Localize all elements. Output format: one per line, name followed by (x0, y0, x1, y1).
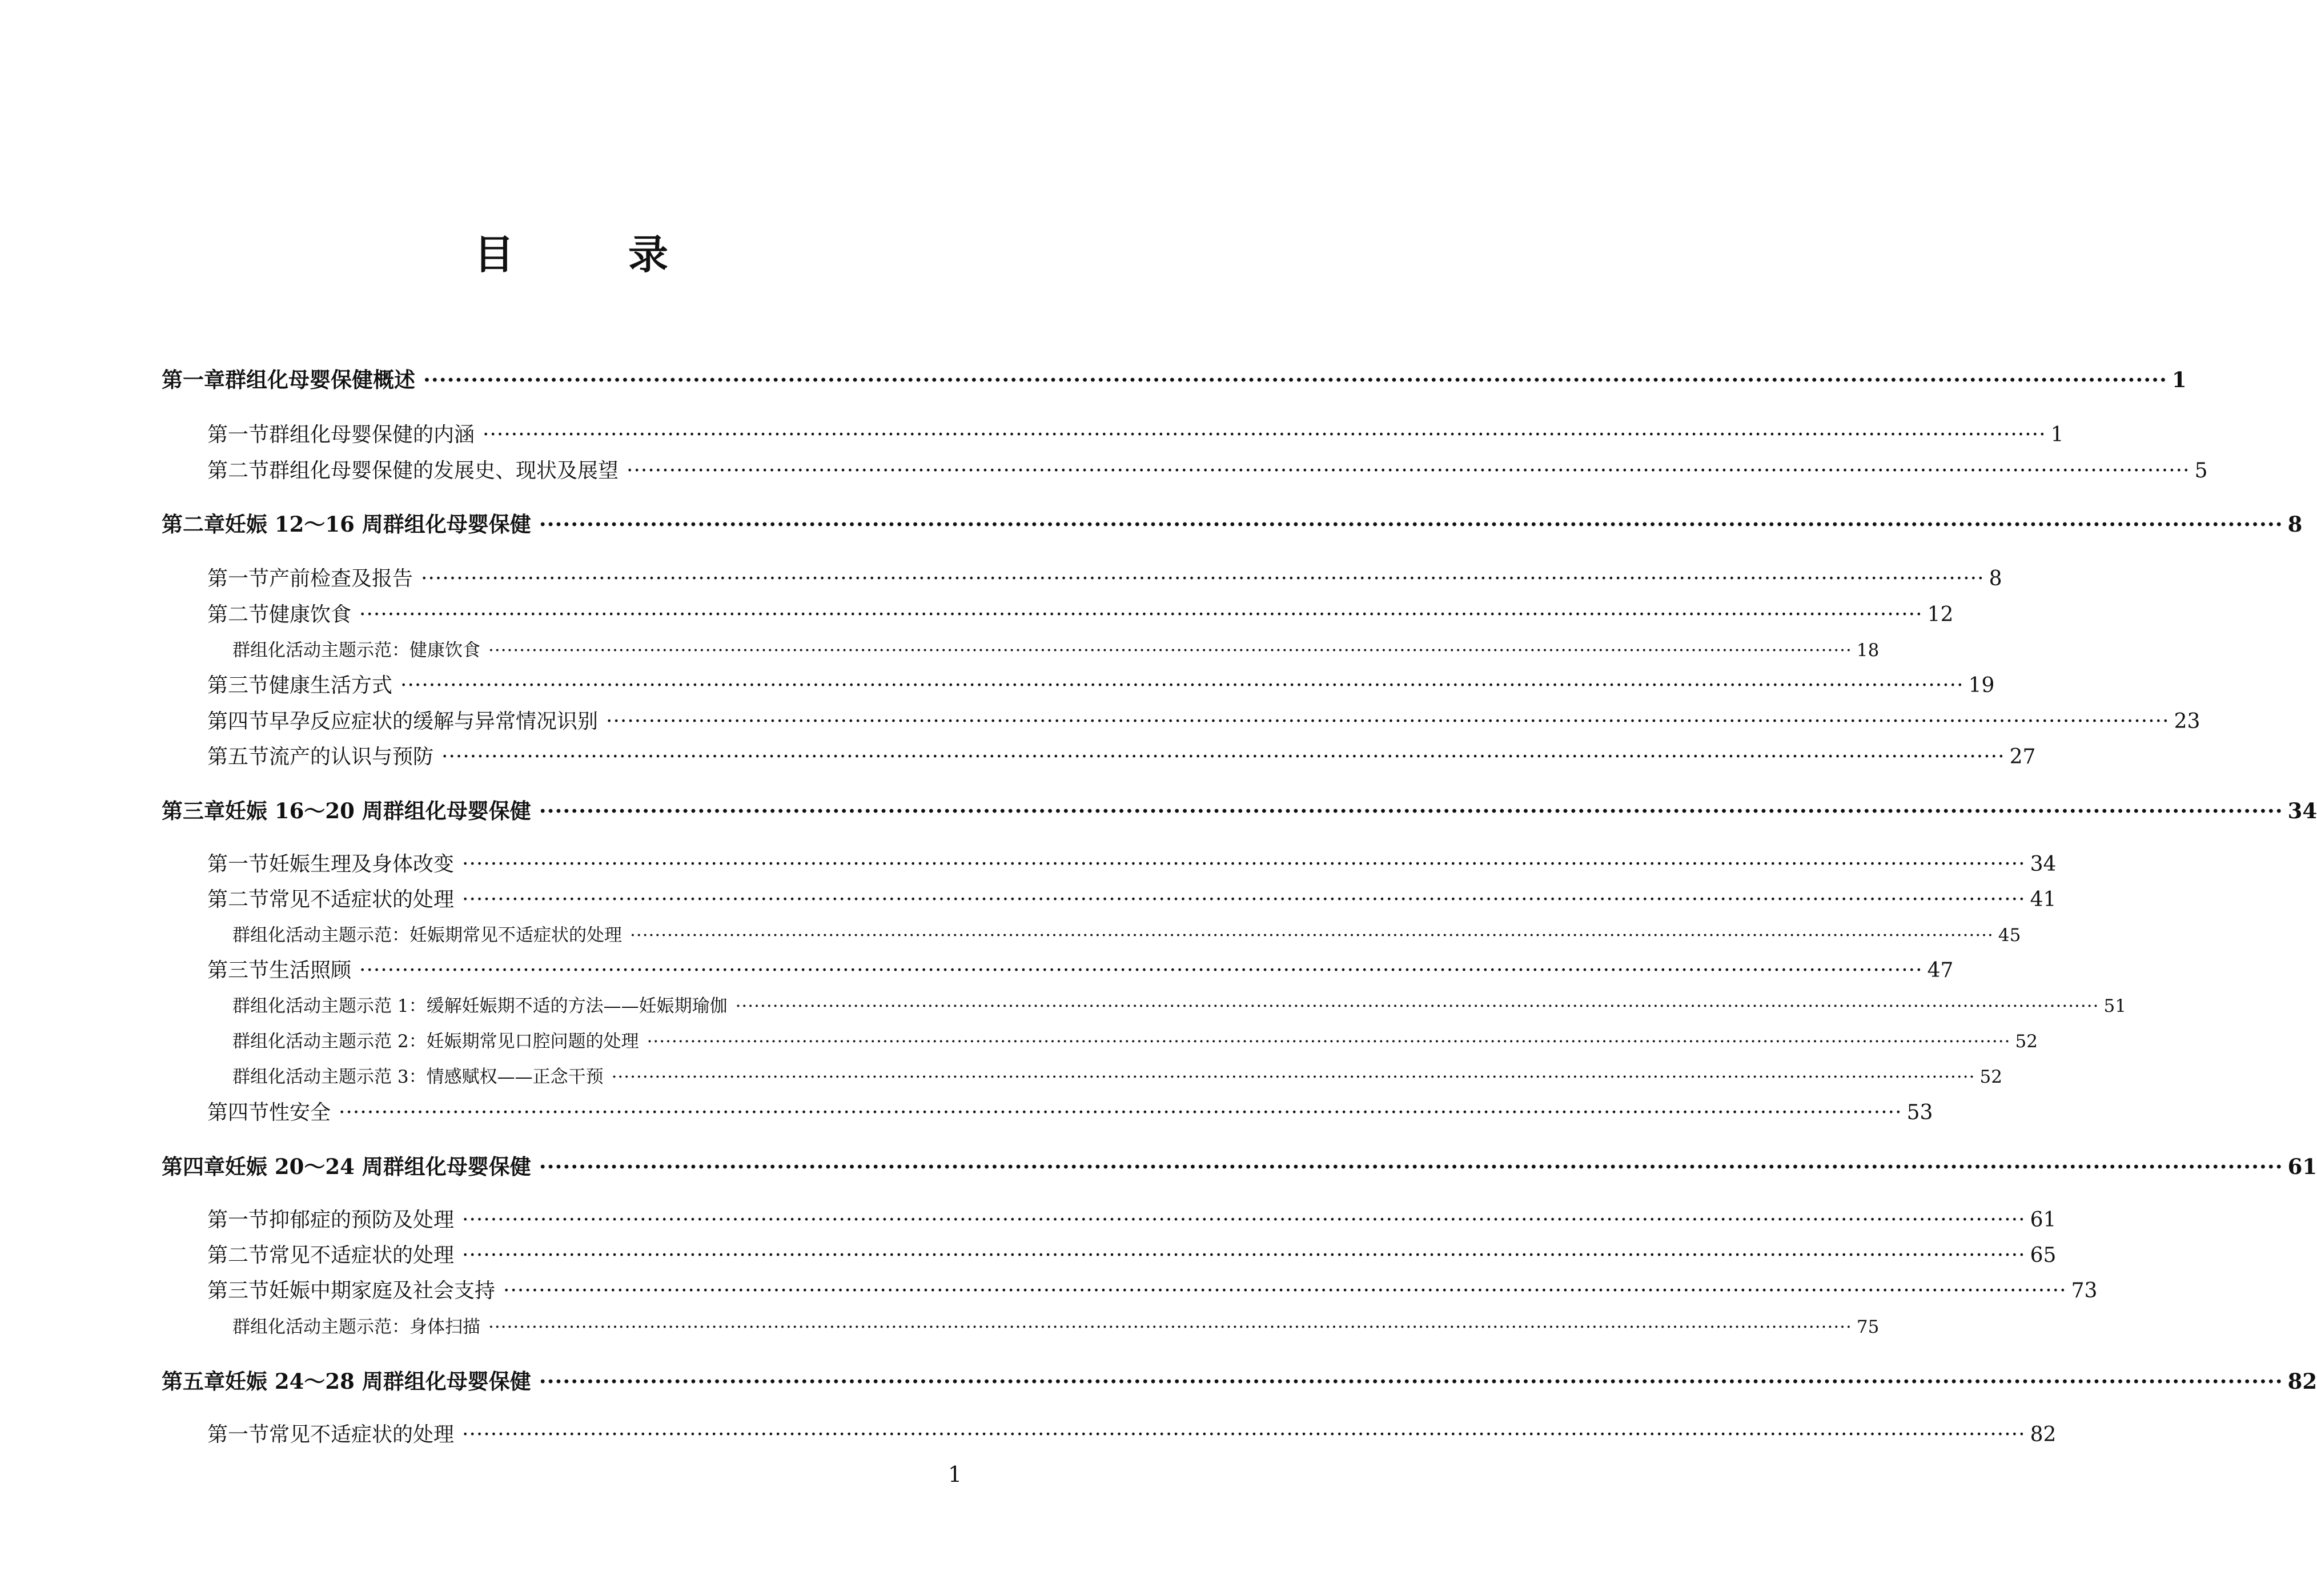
toc-activity[interactable] (232, 991, 2126, 1017)
leader-dots: ···························································································································································································································· (539, 798, 2283, 823)
leader-dots: ···························································································································································································································· (503, 1279, 2067, 1302)
leader-dots: ···························································································································································································································· (423, 367, 2167, 392)
toc-entry-title: 性安全 (269, 1101, 331, 1124)
toc-entry-number: 第一章 (162, 367, 225, 392)
toc-entry-page: 61 (2030, 1208, 2057, 1232)
toc-section[interactable] (207, 705, 2200, 734)
toc-entry-page: 61 (2287, 1154, 2317, 1179)
toc-entry-title: 群组化母婴保健概述 (225, 367, 415, 392)
toc-entry-number: 第二节 (207, 459, 270, 483)
toc-entry-number: 第五章 (162, 1369, 225, 1394)
toc-entry-number: 第四章 (162, 1154, 225, 1179)
leader-dots: ···························································································································································································································· (539, 1369, 2283, 1394)
toc-entry-page: 41 (2030, 888, 2057, 911)
toc-entry-title: 妊娠 20～24 周群组化母婴保健 (225, 1154, 531, 1179)
toc-entry-number: 第三节 (207, 959, 270, 982)
leader-dots: ···························································································································································································································· (735, 996, 2099, 1016)
toc-entry-title: 群组化母婴保健的发展史、现状及展望 (269, 459, 619, 483)
toc-entry-number: 第二节 (207, 1244, 270, 1267)
toc-entry-page: 51 (2103, 996, 2126, 1016)
toc-entry-page: 8 (1989, 567, 2002, 590)
toc-entry-number: 第四节 (207, 1101, 270, 1124)
toc-entry-title: 常见不适症状的处理 (269, 1423, 455, 1446)
toc-entry-page: 5 (2194, 459, 2208, 483)
toc-entry-number: 第一节 (207, 853, 270, 876)
toc-entry-title: 妊娠 12～16 周群组化母婴保健 (225, 512, 531, 537)
leader-dots: ···························································································································································································································· (462, 1244, 2026, 1267)
leader-dots: ···························································································································································································································· (462, 1423, 2026, 1446)
toc-entry-page: 1 (2050, 423, 2064, 447)
toc-activity[interactable] (232, 1062, 2002, 1088)
leader-dots: ···························································································································································································································· (630, 925, 1994, 946)
toc-entry-title: 群组化母婴保健的内涵 (269, 423, 475, 447)
leader-dots: ···························································································································································································································· (646, 1031, 2011, 1052)
leader-dots: ···························································································································································································································· (483, 423, 2046, 447)
toc-entry-number: 第五节 (207, 745, 270, 769)
leader-dots: ···························································································································································································································· (627, 459, 2190, 483)
toc-section[interactable] (207, 562, 2002, 592)
toc-section[interactable] (207, 1275, 2098, 1304)
page-number: 1 (948, 1462, 962, 1487)
leader-dots: ···························································································································································································································· (462, 853, 2026, 876)
toc-entry-title: 群组化活动主题示范：身体扫描 (232, 1317, 480, 1337)
toc-entry-title: 群组化活动主题示范 3：情感赋权——正念干预 (232, 1067, 604, 1087)
toc-entry-title: 妊娠生理及身体改变 (269, 853, 455, 876)
toc-entry-title: 健康饮食 (269, 603, 352, 626)
toc-entry-number: 第一节 (207, 1423, 270, 1446)
toc-section[interactable] (207, 883, 2057, 912)
toc-section[interactable] (207, 954, 1954, 983)
toc-entry-title: 群组化活动主题示范 1：缓解妊娠期不适的方法——妊娠期瑜伽 (232, 996, 728, 1016)
toc-entry-page: 8 (2287, 512, 2303, 537)
toc-entry-number: 第二章 (162, 512, 225, 537)
leader-dots: ···························································································································································································································· (488, 640, 1852, 661)
toc-entry-page: 27 (2009, 745, 2036, 769)
toc-entry-title: 妊娠 16～20 周群组化母婴保健 (225, 798, 531, 823)
leader-dots: ···························································································································································································································· (462, 888, 2026, 911)
toc-entry-title: 生活照顾 (269, 959, 352, 982)
toc-section[interactable] (207, 1418, 2057, 1448)
toc-entry-title: 群组化活动主题示范：健康饮食 (232, 640, 480, 661)
toc-activity[interactable] (232, 1027, 2038, 1052)
toc-entry-page: 23 (2174, 710, 2200, 733)
toc-section[interactable] (207, 669, 1995, 698)
toc-activity[interactable] (232, 1312, 1880, 1338)
toc-entry-title: 早孕反应症状的缓解与异常情况识别 (269, 710, 599, 733)
leader-dots: ···························································································································································································································· (539, 1154, 2283, 1179)
toc-entry-page: 52 (2015, 1031, 2038, 1052)
toc-entry-number: 第三节 (207, 674, 270, 697)
toc-entry-page: 1 (2171, 367, 2187, 392)
toc-entry-title: 妊娠中期家庭及社会支持 (269, 1279, 496, 1302)
leader-dots: ···························································································································································································································· (611, 1067, 1975, 1087)
leader-dots: ···························································································································································································································· (606, 710, 2170, 733)
title-char-1: 目 (474, 231, 514, 278)
toc-entry-title: 常见不适症状的处理 (269, 1244, 455, 1267)
toc-entry-page: 53 (1906, 1101, 1933, 1124)
toc-entry-page: 82 (2030, 1423, 2057, 1446)
toc-entry-number: 第三节 (207, 1279, 270, 1302)
toc-section[interactable] (207, 598, 1954, 628)
toc-entry-title: 产前检查及报告 (269, 567, 413, 590)
toc-entry-title: 群组化活动主题示范 2：妊娠期常见口腔问题的处理 (232, 1031, 639, 1052)
toc-entry-page: 45 (1998, 925, 2021, 946)
toc-entry-page: 18 (1856, 640, 1880, 661)
toc-entry-page: 75 (1856, 1317, 1880, 1337)
toc-section[interactable] (207, 1239, 2057, 1268)
leader-dots: ···························································································································································································································· (421, 567, 1985, 590)
toc-entry-title: 健康生活方式 (269, 674, 393, 697)
toc-entry-number: 第三章 (162, 798, 225, 823)
toc-chapter[interactable] (162, 1364, 2317, 1395)
title-char-2: 录 (628, 231, 668, 278)
toc-entry-number: 第二节 (207, 603, 270, 626)
toc-section[interactable] (207, 848, 2057, 877)
leader-dots: ···························································································································································································································· (359, 603, 1923, 626)
toc-entry-title: 常见不适症状的处理 (269, 888, 455, 911)
toc-entry-number: 第一节 (207, 423, 270, 447)
toc-section[interactable] (207, 1204, 2057, 1233)
leader-dots: ···························································································································································································································· (339, 1101, 1902, 1124)
toc-entry-page: 47 (1927, 959, 1954, 982)
leader-dots: ···························································································································································································································· (441, 745, 2005, 769)
toc-entry-page: 82 (2287, 1369, 2317, 1394)
toc-activity[interactable] (232, 920, 2021, 946)
toc-section[interactable] (207, 455, 2208, 484)
toc-section[interactable] (207, 1096, 1933, 1125)
toc-activity[interactable] (232, 636, 1880, 661)
toc-chapter[interactable] (162, 1149, 2317, 1180)
toc-entry-page: 12 (1927, 603, 1954, 626)
toc-entry-number: 第二节 (207, 888, 270, 911)
toc-entry-number: 第一节 (207, 1208, 270, 1232)
toc-chapter[interactable] (162, 794, 2317, 825)
leader-dots: ···························································································································································································································· (539, 512, 2283, 537)
leader-dots: ···························································································································································································································· (462, 1208, 2026, 1232)
toc-entry-title: 群组化活动主题示范：妊娠期常见不适症状的处理 (232, 925, 622, 946)
toc-entry-title: 妊娠 24～28 周群组化母婴保健 (225, 1369, 531, 1394)
leader-dots: ···························································································································································································································· (400, 674, 1964, 697)
toc-entry-page: 34 (2030, 853, 2057, 876)
toc-entry-page: 65 (2030, 1244, 2057, 1267)
leader-dots: ···························································································································································································································· (488, 1317, 1852, 1337)
toc-entry-number: 第一节 (207, 567, 270, 590)
toc-entry-page: 34 (2287, 798, 2317, 823)
toc-chapter[interactable] (162, 363, 2187, 393)
leader-dots: ···························································································································································································································· (359, 959, 1923, 982)
toc-entry-title: 流产的认识与预防 (269, 745, 434, 769)
toc-section[interactable] (207, 741, 2036, 770)
toc-section[interactable] (207, 419, 2064, 448)
toc-entry-page: 52 (1979, 1067, 2002, 1087)
toc-chapter[interactable] (162, 507, 2303, 538)
toc-entry-page: 19 (1968, 674, 1995, 697)
toc-entry-page: 73 (2071, 1279, 2098, 1302)
toc-entry-title: 抑郁症的预防及处理 (269, 1208, 455, 1232)
toc-entry-number: 第四节 (207, 710, 270, 733)
